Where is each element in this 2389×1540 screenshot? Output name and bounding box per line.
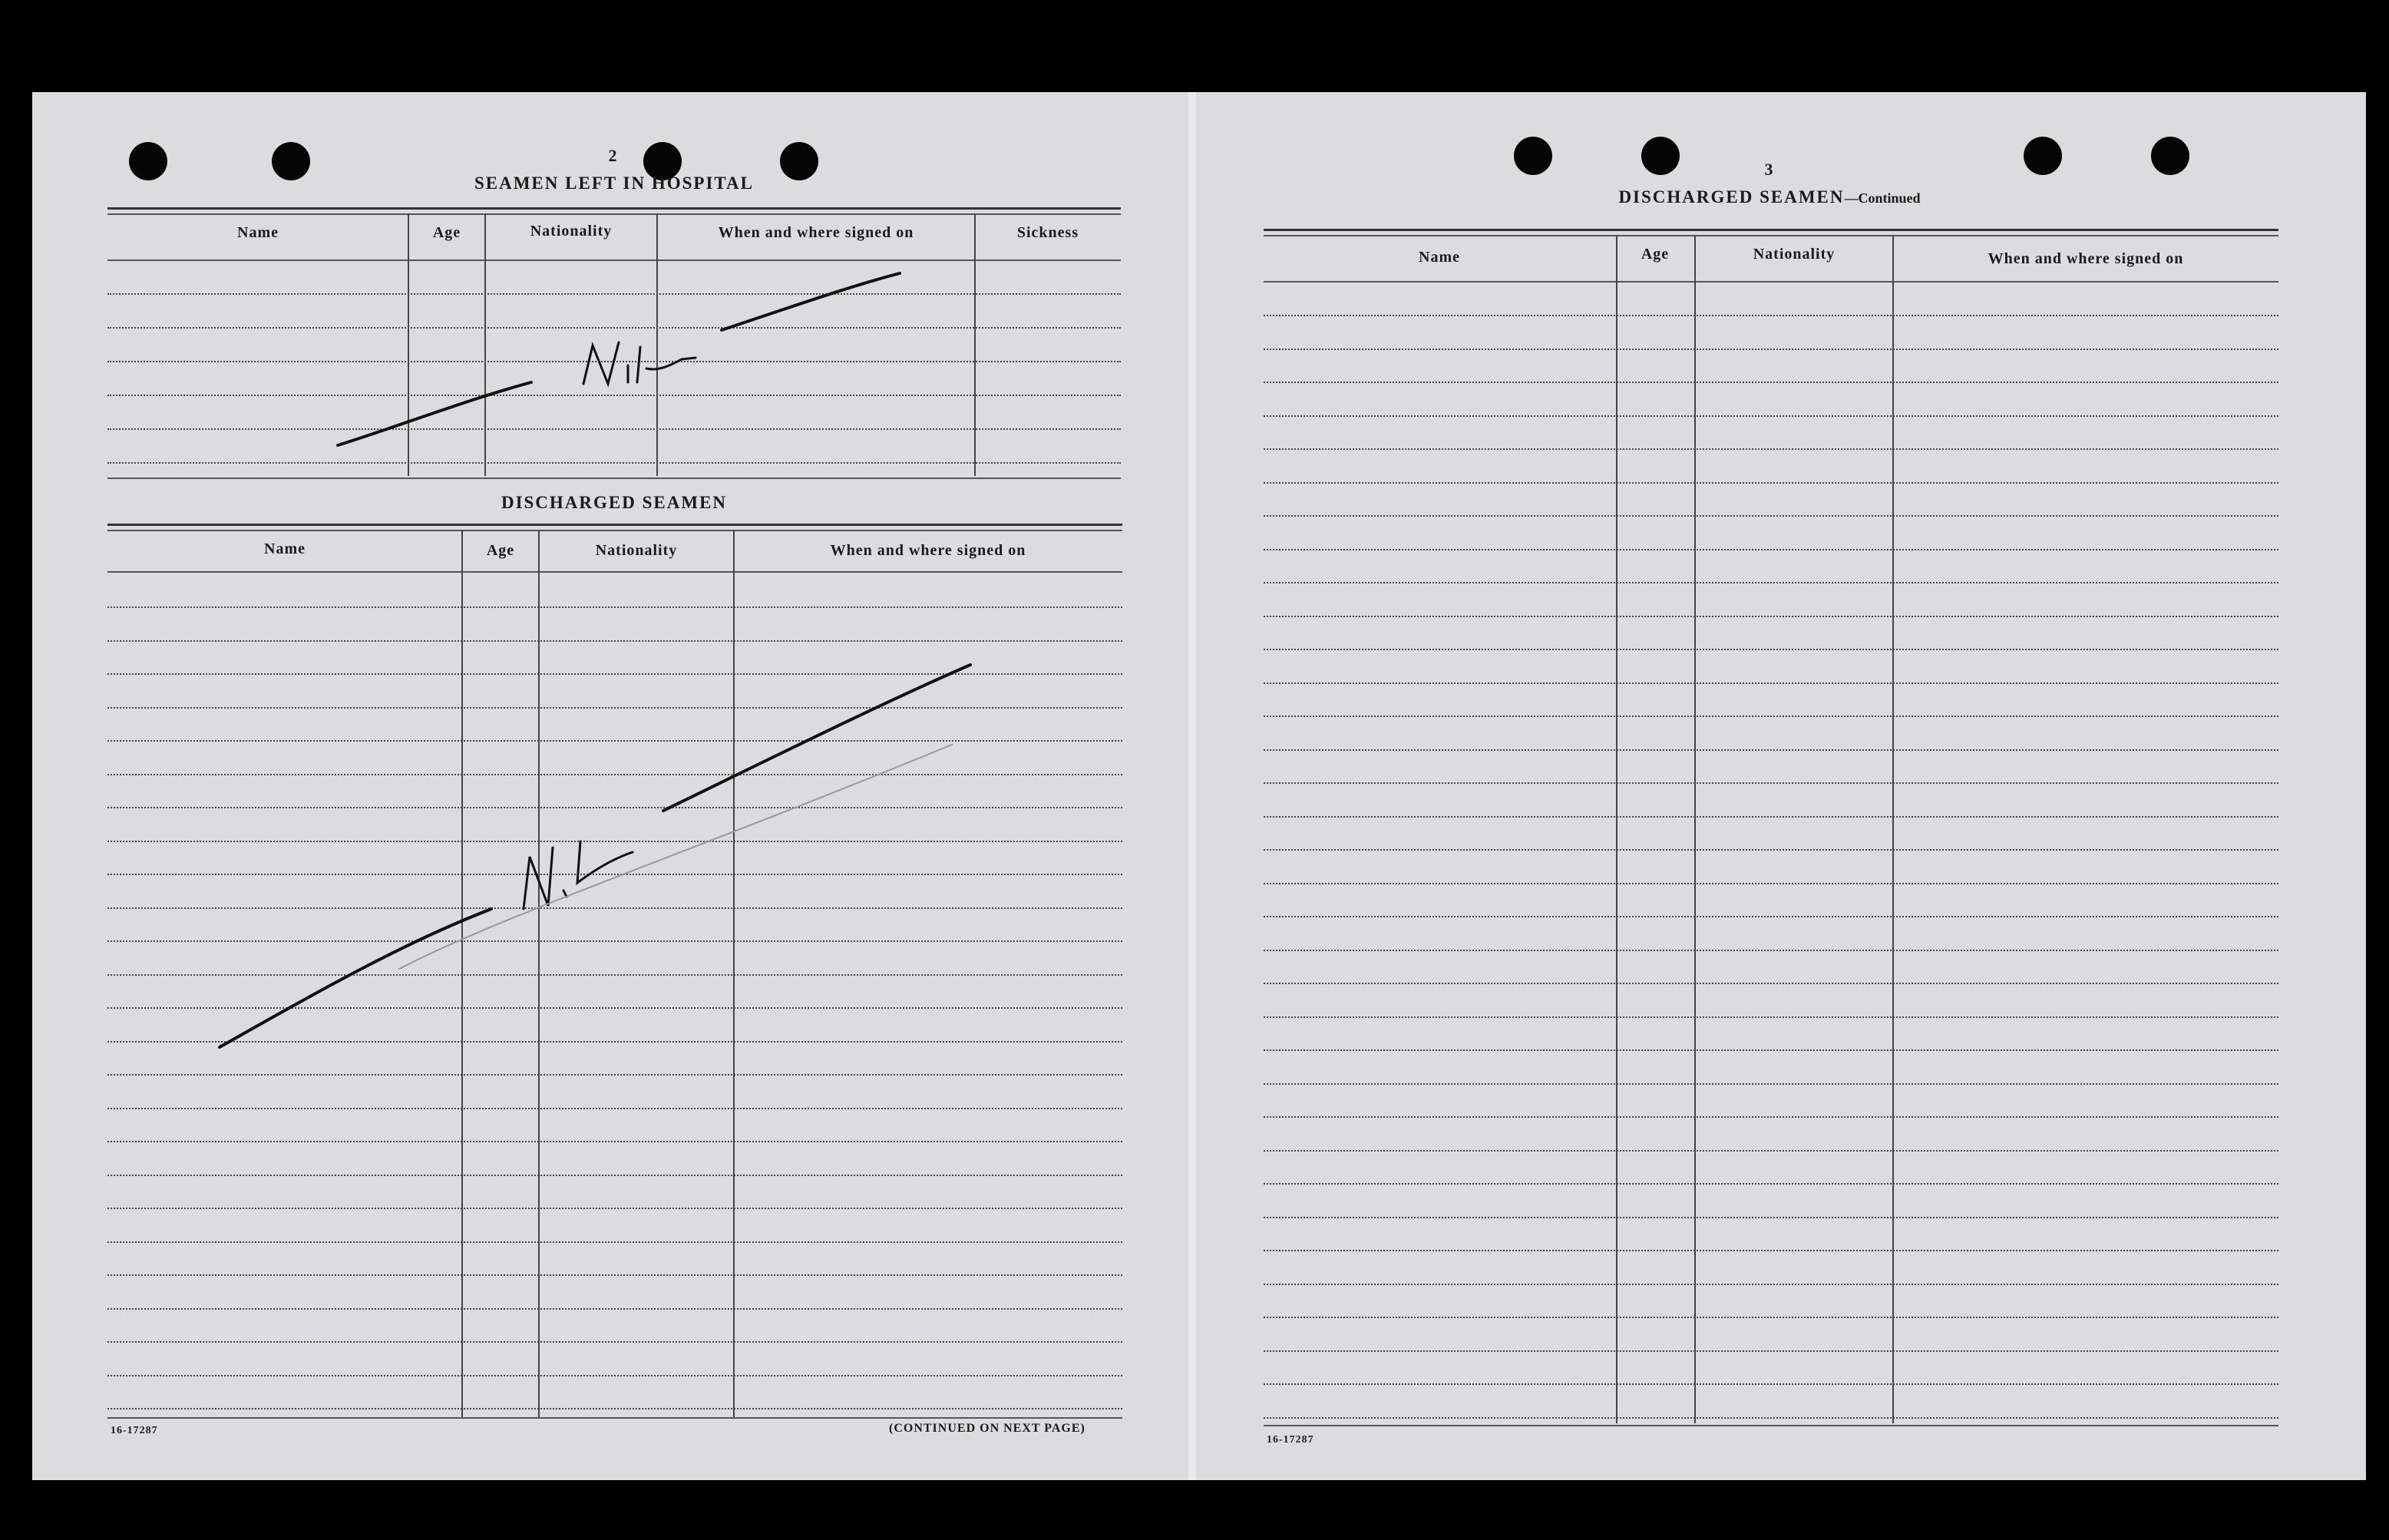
column-header-age: Age xyxy=(486,542,515,559)
column-header-nationality: Nationality xyxy=(1753,246,1836,263)
column-header-sickness: Sickness xyxy=(1016,224,1079,241)
title-suffix: —Continued xyxy=(1844,190,1921,206)
hospital-section-title: SEAMEN LEFT IN HOSPITAL xyxy=(474,173,755,193)
column-header-age: Age xyxy=(1641,246,1670,263)
column-header-signed-on: When and where signed on xyxy=(1988,250,2184,267)
hospital-nil-strike xyxy=(338,273,900,445)
column-header-age: Age xyxy=(432,224,461,241)
discharged-section-title: DISCHARGED SEAMEN xyxy=(501,493,728,512)
continued-note: (CONTINUED ON NEXT PAGE) xyxy=(889,1422,1085,1435)
column-header-nationality: Nationality xyxy=(595,542,678,559)
title-text: DISCHARGED SEAMEN xyxy=(1618,187,1845,207)
column-header-name: Name xyxy=(264,540,306,557)
page-number: 2 xyxy=(608,146,617,165)
column-header-nationality: Nationality xyxy=(530,223,613,240)
column-header-signed-on: When and where signed on xyxy=(718,224,914,241)
column-header-name: Name xyxy=(237,224,279,241)
column-header-signed-on: When and where signed on xyxy=(830,542,1026,559)
discharged-nil-strike xyxy=(220,665,970,1047)
form-number: 16-17287 xyxy=(111,1425,158,1436)
form-number: 16-17287 xyxy=(1267,1434,1314,1446)
page-number: 3 xyxy=(1764,160,1773,179)
column-header-name: Name xyxy=(1419,249,1460,266)
